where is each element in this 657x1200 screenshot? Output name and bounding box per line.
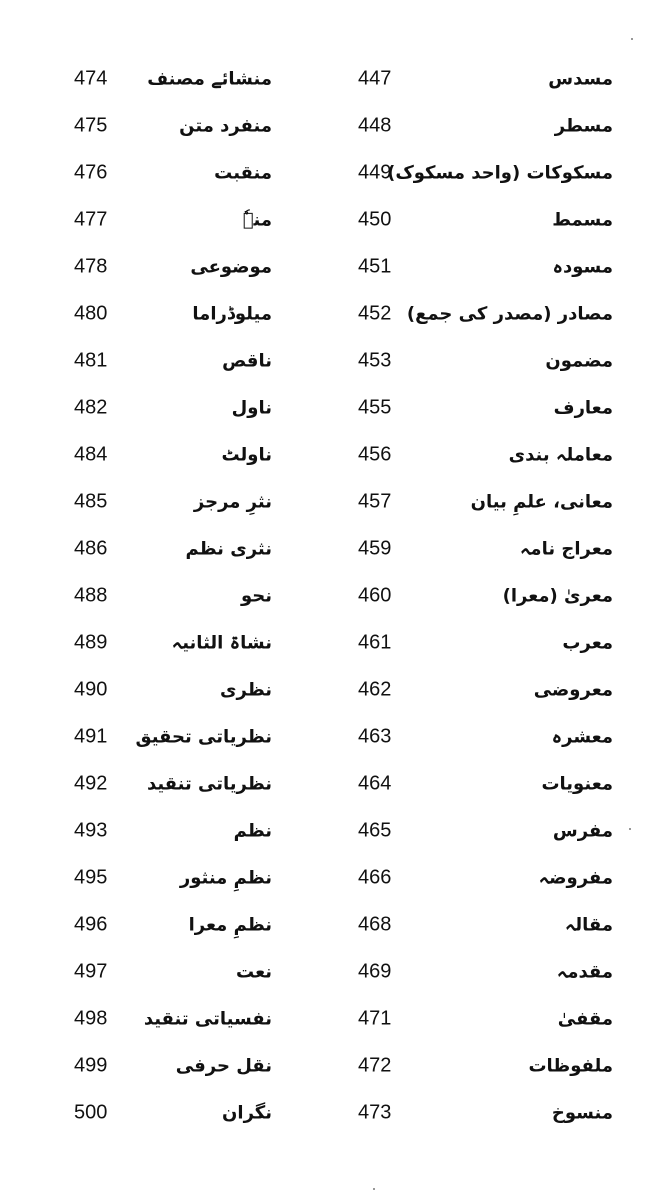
index-term: نظریاتی تنقید bbox=[146, 773, 272, 794]
index-term: نظم bbox=[233, 820, 272, 841]
index-row bbox=[0, 478, 657, 525]
index-term: مصادر (مصدر کی جمع) bbox=[406, 303, 613, 324]
index-term: نحو bbox=[240, 585, 272, 606]
page-number: 490 bbox=[74, 678, 108, 700]
page-number: 477 bbox=[74, 208, 108, 230]
index-term: معشرہ bbox=[551, 726, 613, 747]
scan-speck bbox=[629, 828, 631, 830]
index-term: نفسیاتی تنقید bbox=[143, 1008, 272, 1029]
index-term: مسطر bbox=[554, 115, 613, 136]
index-term: منہٗ bbox=[242, 209, 272, 230]
page-number: 485 bbox=[74, 490, 108, 512]
index-term: نقل حرفی bbox=[175, 1055, 272, 1076]
page-number: 478 bbox=[74, 255, 108, 277]
page-number: 464 bbox=[358, 772, 392, 794]
index-term: ملفوظات bbox=[528, 1055, 613, 1076]
page-number: 459 bbox=[358, 537, 392, 559]
index-row bbox=[0, 337, 657, 384]
page-number: 488 bbox=[74, 584, 108, 606]
page-number: 465 bbox=[358, 819, 392, 841]
page-number: 486 bbox=[74, 537, 108, 559]
page-number: 496 bbox=[74, 913, 108, 935]
page-number: 455 bbox=[358, 396, 392, 418]
index-row bbox=[0, 854, 657, 901]
page-number: 475 bbox=[74, 114, 108, 136]
page-number: 453 bbox=[358, 349, 392, 371]
page-number: 495 bbox=[74, 866, 108, 888]
page-number: 498 bbox=[74, 1007, 108, 1029]
index-row bbox=[0, 1089, 657, 1136]
page-number: 492 bbox=[74, 772, 108, 794]
page-number: 457 bbox=[358, 490, 392, 512]
index-row bbox=[0, 525, 657, 572]
page-number: 493 bbox=[74, 819, 108, 841]
index-term: مسکوکات (واحد مسکوک) bbox=[387, 162, 613, 183]
index-row bbox=[0, 901, 657, 948]
index-term: معراج نامہ bbox=[519, 538, 613, 559]
index-row bbox=[0, 713, 657, 760]
index-term: نگران bbox=[222, 1102, 272, 1123]
page-number: 491 bbox=[74, 725, 108, 747]
scan-speck bbox=[631, 38, 633, 40]
page-number: 449 bbox=[358, 161, 392, 183]
index-term: نظریاتی تحقیق bbox=[135, 726, 272, 747]
page-number: 476 bbox=[74, 161, 108, 183]
index-term: مسمط bbox=[552, 209, 613, 230]
page-number: 463 bbox=[358, 725, 392, 747]
page-number: 473 bbox=[358, 1101, 392, 1123]
index-term: نشاۃ الثانیہ bbox=[171, 632, 272, 653]
page-number: 500 bbox=[74, 1101, 108, 1123]
page-number: 489 bbox=[74, 631, 108, 653]
index-row bbox=[0, 290, 657, 337]
index-term: مقفیٰ bbox=[557, 1008, 613, 1029]
index-row bbox=[0, 666, 657, 713]
page-number: 452 bbox=[358, 302, 392, 324]
index-term: مفرس bbox=[552, 820, 613, 841]
index-term: مضمون bbox=[545, 350, 613, 371]
page-number: 466 bbox=[358, 866, 392, 888]
index-term: معاملہ بندی bbox=[508, 444, 613, 465]
index-term: معارف bbox=[553, 397, 613, 418]
index-term: معریٰ (معرا) bbox=[502, 585, 613, 606]
page-number: 460 bbox=[358, 584, 392, 606]
index-term: منشائے مصنف bbox=[147, 68, 272, 89]
index-term: نظری bbox=[220, 679, 272, 700]
index-row bbox=[0, 619, 657, 666]
index-row bbox=[0, 196, 657, 243]
page-number: 450 bbox=[358, 208, 392, 230]
page-number: 469 bbox=[358, 960, 392, 982]
index-row bbox=[0, 431, 657, 478]
index-term: منفرد متن bbox=[179, 115, 272, 136]
index-row bbox=[0, 760, 657, 807]
index-term: منقبت bbox=[214, 162, 272, 183]
page-number: 480 bbox=[74, 302, 108, 324]
index-term: ناولٹ bbox=[221, 444, 272, 465]
page-number: 447 bbox=[358, 67, 392, 89]
index-term: نظمِ منثور bbox=[179, 867, 272, 888]
index-term: میلوڈراما bbox=[192, 303, 272, 324]
index-term: نعت bbox=[236, 961, 272, 982]
page-number: 484 bbox=[74, 443, 108, 465]
index-row bbox=[0, 384, 657, 431]
page-number: 451 bbox=[358, 255, 392, 277]
index-term: مفروضہ bbox=[538, 867, 613, 888]
index-term: معانی، علمِ بیان bbox=[470, 491, 613, 512]
index-row bbox=[0, 102, 657, 149]
index-term: مقالہ bbox=[564, 914, 613, 935]
index-row bbox=[0, 948, 657, 995]
page-number: 472 bbox=[358, 1054, 392, 1076]
index-term: منسوخ bbox=[551, 1102, 613, 1123]
page-number: 499 bbox=[74, 1054, 108, 1076]
page-number: 482 bbox=[74, 396, 108, 418]
scan-speck bbox=[373, 1188, 375, 1190]
index-term: ناقص bbox=[222, 350, 272, 371]
index-term: نظمِ معرا bbox=[188, 914, 272, 935]
page-number: 474 bbox=[74, 67, 108, 89]
index-term: نثری نظم bbox=[185, 538, 272, 559]
index-term: ناول bbox=[231, 397, 272, 418]
page-number: 461 bbox=[358, 631, 392, 653]
index-term: مسودہ bbox=[552, 256, 613, 277]
index-term: مسدس bbox=[548, 68, 613, 89]
index-row bbox=[0, 55, 657, 102]
index-row bbox=[0, 243, 657, 290]
page-number: 462 bbox=[358, 678, 392, 700]
page-number: 471 bbox=[358, 1007, 392, 1029]
index-row bbox=[0, 1042, 657, 1089]
glossary-index bbox=[0, 55, 657, 1136]
index-term: نثرِ مرجز bbox=[193, 491, 272, 512]
index-term: مقدمہ bbox=[556, 961, 613, 982]
index-row bbox=[0, 807, 657, 854]
index-row bbox=[0, 572, 657, 619]
index-row bbox=[0, 149, 657, 196]
page-number: 448 bbox=[358, 114, 392, 136]
index-term: معنویات bbox=[541, 773, 613, 794]
page-number: 456 bbox=[358, 443, 392, 465]
page-number: 497 bbox=[74, 960, 108, 982]
index-row bbox=[0, 995, 657, 1042]
index-term: معروضی bbox=[533, 679, 613, 700]
page-number: 468 bbox=[358, 913, 392, 935]
index-term: معرب bbox=[562, 632, 613, 653]
page-number: 481 bbox=[74, 349, 108, 371]
index-term: موضوعی bbox=[190, 256, 272, 277]
